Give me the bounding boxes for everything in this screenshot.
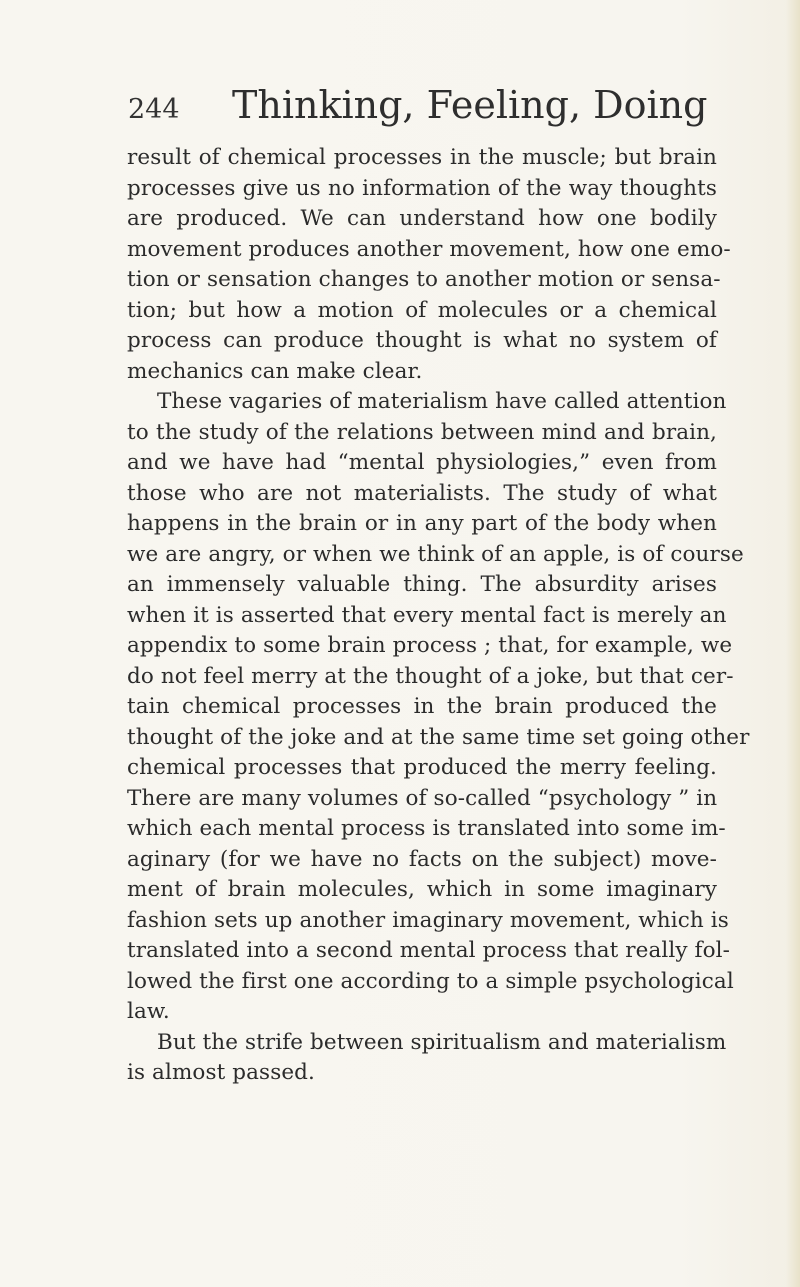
page-edge (786, 0, 800, 1287)
text-line: tain chemical processes in the brain produced the (127, 694, 717, 719)
text-line: These vagaries of materialism have called attention (157, 389, 727, 414)
text-line: to the study of the relations between mind and brain, (127, 419, 717, 445)
text-line: lowed the first one according to a simple psychological (127, 968, 734, 994)
text-line: tion; but how a motion of molecules or a chemical (127, 297, 717, 323)
text-line: we are angry, or when we think of an apple, is of course (127, 541, 744, 567)
text-line: fashion sets up another imaginary movement, which is (127, 907, 729, 933)
text-line: translated into a second mental process that really fol- (127, 938, 731, 963)
text-line: thought of the joke and at the same time set going other (127, 724, 750, 750)
text-line: those who are not materialists. The study of what (127, 480, 717, 506)
text-line: when it is asserted that every mental fact is merely an (127, 602, 727, 628)
page-header (128, 80, 708, 130)
text-line: ment of brain molecules, which in some imaginary (127, 877, 717, 902)
text-line: tion or sensation changes to another motion or sensa- (127, 267, 721, 292)
running-head: Thinking, Feeling, Doing (232, 83, 708, 127)
text-line: and we have had “mental physiologies,” even from (127, 450, 717, 475)
text-line: which each mental process is translated into some im- (127, 816, 726, 841)
text-line: are produced. We can understand how one bodily (127, 206, 717, 231)
text-line: movement produces another movement, how one emo- (127, 236, 731, 262)
text-line: chemical processes that produced the merry feeling. (127, 755, 717, 780)
text-line: happens in the brain or in any part of the body when (127, 511, 717, 536)
text-line: law. (127, 999, 170, 1024)
text-line: appendix to some brain process ; that, for example, we (127, 633, 733, 658)
text-line: mechanics can make clear. (127, 358, 423, 384)
page-number: 244 (128, 94, 180, 125)
text-line: process can produce thought is what no system of (127, 328, 717, 353)
text-line: But the strife between spiritualism and materialism (157, 1029, 727, 1055)
text-line: processes give us no information of the way thoughts (127, 175, 717, 201)
body-text (127, 143, 750, 1089)
text-line: aginary (for we have no facts on the subject) move- (127, 846, 717, 872)
text-line: do not feel merry at the thought of a joke, but that cer- (127, 663, 734, 689)
text-line: result of chemical processes in the muscle; but brain (127, 145, 717, 170)
text-line: an immensely valuable thing. The absurdity arises (127, 572, 717, 597)
text-line: There are many volumes of so-called “psychology ” in (127, 785, 718, 811)
text-line: is almost passed. (127, 1060, 315, 1085)
